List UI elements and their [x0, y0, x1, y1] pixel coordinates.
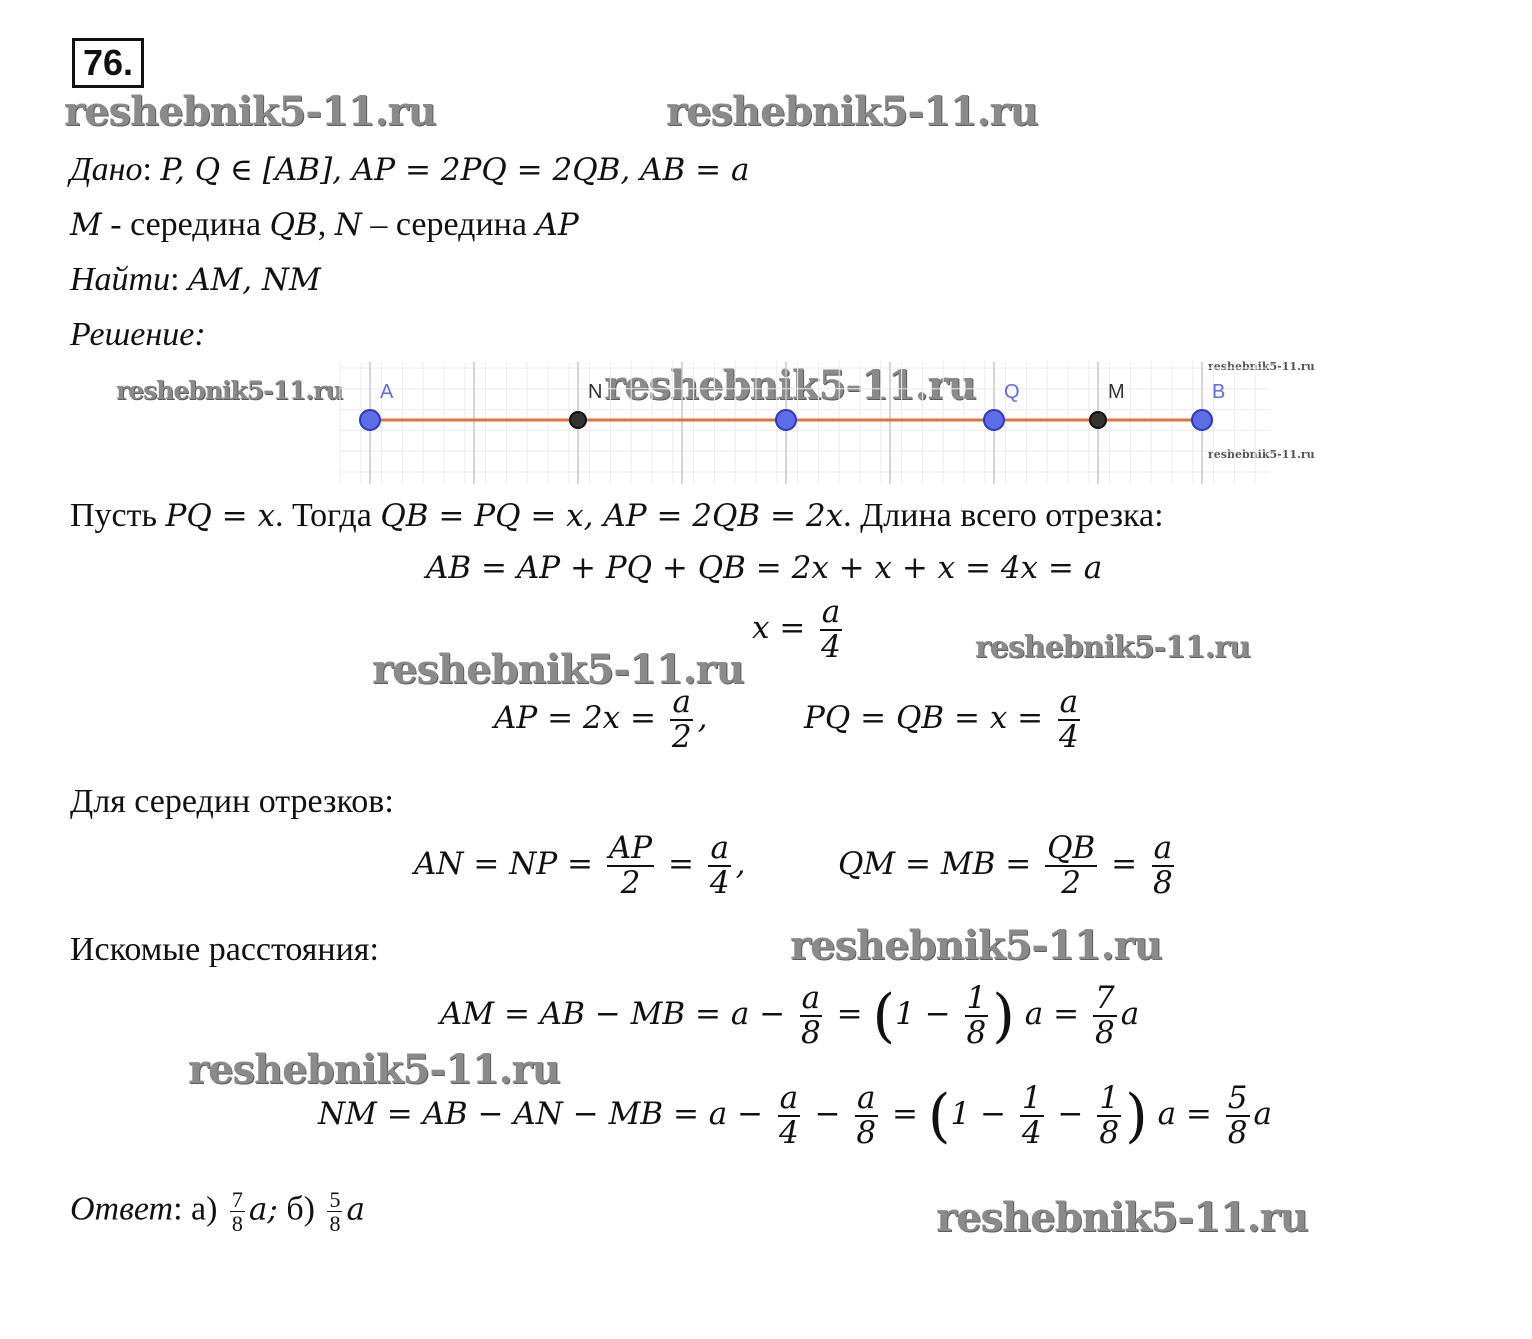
equation-an: [414, 832, 745, 899]
equation-pq: [804, 686, 1085, 753]
segment-diagram: [330, 362, 1280, 484]
eq-qm-den-2: 8: [1152, 864, 1173, 901]
eq-nm-one: 1 −: [950, 1096, 1007, 1133]
step1-math-1: PQ = x: [165, 498, 275, 534]
answer-b-den: 8: [329, 1211, 341, 1237]
diagram-grid: [340, 362, 1280, 484]
n-var: N: [334, 207, 362, 243]
eq-an-lhs: AN = NP =: [414, 846, 594, 883]
answer-a-den: 8: [231, 1211, 243, 1237]
point-n: [570, 412, 586, 428]
eq-am-open-paren: (: [872, 981, 896, 1050]
distances-heading: Искомые расстояния:: [70, 931, 379, 968]
equation-ap: [494, 686, 707, 753]
given-label: Дано: [70, 151, 143, 188]
step1-text-3: . Длина всего отрезка:: [843, 497, 1164, 534]
eq-nm-lhs: NM = AB − AN − MB = a −: [318, 1096, 764, 1133]
eq-nm-close-paren: ): [1125, 1081, 1148, 1150]
given-line: Дано: P, Q ∈ [AB], AP = 2PQ = 2QB, AB = a: [70, 151, 750, 188]
eq-nm-den-3: 4: [1021, 1114, 1042, 1151]
equation-nm: [318, 1082, 1272, 1149]
step1-math-2: QB = PQ = x, AP = 2QB = 2x: [380, 498, 844, 534]
eq-nm-open-paren: (: [927, 1081, 951, 1150]
answer-line: [70, 1188, 365, 1235]
point-label-m: M: [1108, 381, 1125, 403]
m-text: - середина: [101, 206, 270, 243]
find-targets: AM, NM: [188, 262, 321, 298]
point-b: [1192, 410, 1212, 430]
eq-nm-num-5: 5: [1227, 1080, 1248, 1116]
point-label-n: N: [588, 381, 603, 403]
point-label-q: Q: [1004, 381, 1020, 403]
equation-ab: AB = AP + PQ + QB = 2x + x + x = 4x = a: [426, 550, 1103, 586]
find-line: Найти: AM, NM: [70, 261, 321, 298]
watermark: reshebnik5-11.ru: [790, 922, 1162, 969]
watermark: reshebnik5-11.ru: [1208, 448, 1315, 461]
eq-x-lhs: x =: [752, 610, 806, 647]
eq-an-comma: ,: [735, 846, 746, 883]
eq-pq-num: a: [1059, 684, 1079, 720]
point-m: [1090, 412, 1106, 428]
eq-nm-minus-2: −: [1057, 1096, 1084, 1133]
eq-nm-den-4: 8: [1099, 1114, 1120, 1151]
eq-am-num-3: 7: [1094, 980, 1115, 1016]
eq-am-equals: =: [836, 996, 863, 1033]
eq-am-den-3: 8: [1094, 1014, 1115, 1051]
eq-am-a: a =: [1024, 996, 1080, 1033]
step1-text-2: . Тогда: [274, 497, 381, 534]
eq-pq-lhs: PQ = QB = x =: [804, 700, 1044, 737]
eq-am-tail: a: [1120, 996, 1140, 1033]
eq-nm-num-4: 1: [1099, 1080, 1120, 1116]
point-label-b: B: [1212, 381, 1226, 403]
eq-nm-den-2: 8: [856, 1114, 877, 1151]
equation-am: [440, 982, 1139, 1049]
eq-nm-tail: a: [1253, 1096, 1272, 1133]
eq-nm-den-1: 4: [778, 1114, 799, 1151]
eq-qm-den-1: 2: [1061, 864, 1082, 901]
equation-qm: [838, 832, 1179, 899]
watermark: reshebnik5-11.ru: [372, 646, 744, 693]
eq-an-num-2: a: [710, 830, 729, 866]
step1-line: [70, 496, 1164, 536]
answer-b-num: 5: [329, 1187, 341, 1212]
n-seg: AP: [535, 207, 579, 243]
eq-am-one: 1 −: [895, 996, 951, 1033]
answer-label: Ответ: [70, 1190, 174, 1228]
eq-qm-num-2: a: [1153, 830, 1173, 866]
answer-b-tail: a: [346, 1191, 365, 1228]
eq-qm-lhs: QM = MB =: [838, 846, 1032, 883]
eq-pq-den: 4: [1059, 718, 1079, 755]
point-label-a: A: [380, 381, 394, 403]
equation-x: [752, 596, 847, 663]
eq-nm-den-5: 8: [1227, 1114, 1248, 1151]
eq-nm-num-3: 1: [1021, 1080, 1042, 1116]
watermark: reshebnik5-11.ru: [116, 376, 343, 405]
eq-qm-num-1: QB: [1047, 830, 1096, 866]
midpoints-definition: [70, 205, 579, 245]
watermark: reshebnik5-11.ru: [666, 88, 1038, 135]
eq-an-den-2: 4: [709, 864, 730, 901]
find-label: Найти: [70, 261, 171, 298]
answer-a-tail: a;: [248, 1191, 278, 1228]
answer-a-label: : а): [173, 1190, 226, 1228]
eq-nm-a: a =: [1157, 1096, 1212, 1133]
eq-am-close-paren: ): [992, 981, 1015, 1050]
watermark: reshebnik5-11.ru: [1208, 360, 1315, 373]
eq-ap-den: 2: [671, 718, 692, 755]
eq-am-den-1: 8: [801, 1014, 821, 1051]
watermark: reshebnik5-11.ru: [188, 1046, 560, 1093]
sep: ,: [317, 206, 335, 243]
answer-b-label: б): [277, 1190, 324, 1228]
watermark: reshebnik5-11.ru: [975, 630, 1250, 665]
problem-number: 76.: [72, 38, 144, 88]
eq-x-num: a: [821, 594, 841, 630]
eq-am-num-1: a: [801, 980, 821, 1016]
eq-nm-minus: −: [814, 1096, 841, 1133]
eq-an-den-1: 2: [620, 864, 641, 901]
m-seg: QB: [269, 207, 318, 243]
watermark: reshebnik5-11.ru: [64, 88, 436, 135]
point-a: [360, 410, 380, 430]
eq-nm-num-1: a: [779, 1080, 799, 1116]
midpoints-heading: Для середин отрезков:: [70, 783, 394, 820]
watermark: reshebnik5-11.ru: [936, 1194, 1308, 1241]
watermark: reshebnik5-11.ru: [604, 362, 976, 409]
point-q: [984, 410, 1004, 430]
eq-am-num-2: 1: [966, 980, 987, 1016]
eq-qm-equals: =: [1111, 846, 1138, 883]
step1-text-1: Пусть: [70, 497, 166, 534]
eq-an-num-1: AP: [608, 830, 653, 866]
eq-am-den-2: 8: [966, 1014, 987, 1051]
point-p: [776, 410, 796, 430]
eq-ap-lhs: AP = 2x =: [494, 700, 656, 737]
eq-nm-num-2: a: [857, 1080, 876, 1116]
solution-label: Решение:: [70, 316, 206, 353]
given-condition: P, Q ∈ [AB], AP = 2PQ = 2QB, AB = a: [160, 152, 750, 188]
eq-an-equals: =: [667, 846, 694, 883]
eq-am-lhs: AM = AB − MB = a −: [440, 996, 786, 1033]
eq-x-den: 4: [821, 628, 841, 665]
eq-nm-equals: =: [892, 1096, 918, 1133]
answer-a-num: 7: [231, 1187, 243, 1212]
n-text: – середина: [361, 206, 536, 243]
m-var: M: [70, 207, 102, 243]
eq-ap-num: a: [672, 684, 691, 720]
eq-ap-comma: ,: [697, 700, 708, 737]
